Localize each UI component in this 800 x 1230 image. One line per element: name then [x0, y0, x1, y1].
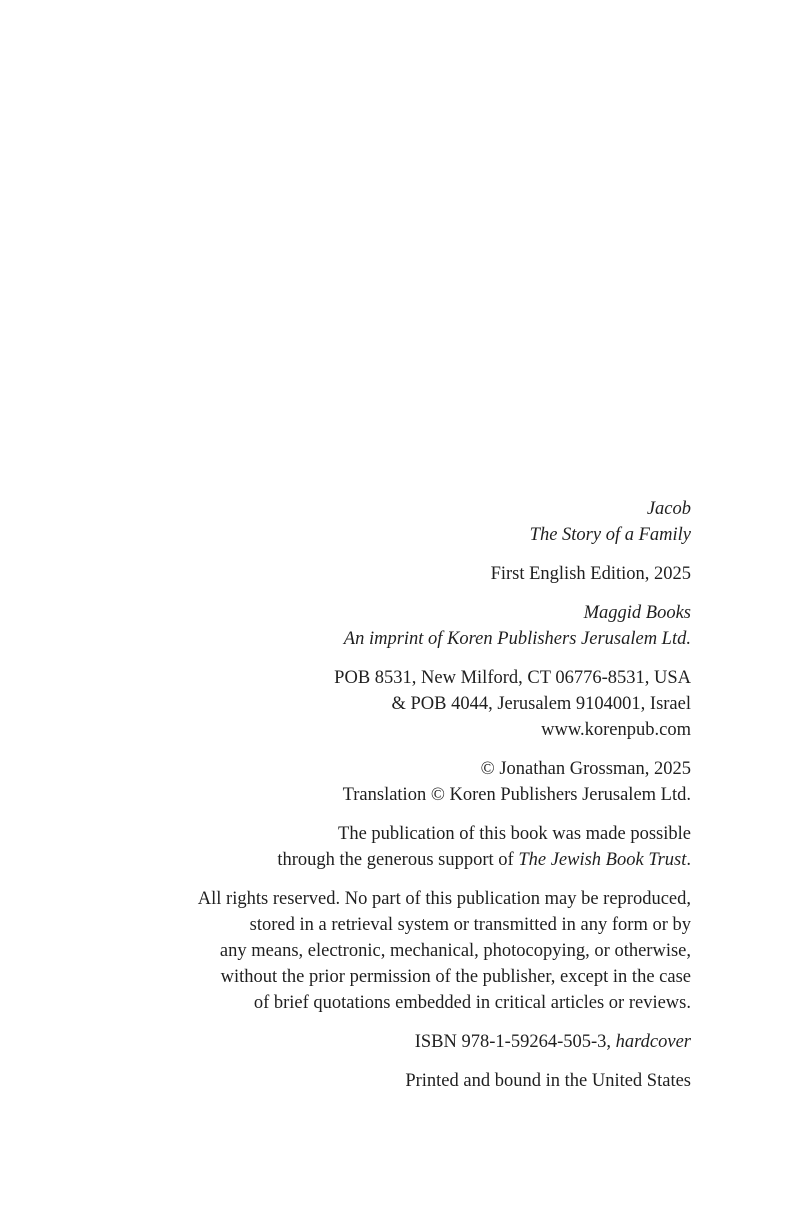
book-subtitle: The Story of a Family [529, 525, 691, 545]
address-line-1: POB 8531, New Milford, CT 06776-8531, USA [334, 668, 691, 688]
rights-block [131, 886, 691, 1016]
rights-line: without the prior permission of the publisher, except in the case [220, 967, 691, 987]
rights-line: All rights reserved. No part of this publication may be reproduced, [197, 889, 691, 909]
support-suffix: . [686, 850, 691, 870]
rights-line: stored in a retrieval system or transmitted in any form or by [249, 915, 691, 935]
publisher-block [131, 600, 691, 652]
copyright-block [131, 756, 691, 808]
rights-line: any means, electronic, mechanical, photocopying, or otherwise, [219, 941, 691, 961]
publisher-website: www.korenpub.com [541, 720, 691, 740]
isbn-number: ISBN 978-1-59264-505-3, [414, 1032, 616, 1052]
address-line-2: & POB 4044, Jerusalem 9104001, Israel [391, 694, 691, 714]
book-title: Jacob [646, 499, 691, 519]
publisher-name: Maggid Books [583, 603, 691, 623]
title-block [131, 496, 691, 548]
rights-line: of brief quotations embedded in critical articles or reviews. [253, 993, 691, 1013]
isbn-format: hardcover [615, 1032, 691, 1052]
copyright-page [131, 496, 691, 1107]
publisher-imprint: An imprint of Koren Publishers Jerusalem Ltd. [343, 629, 691, 649]
support-block [131, 821, 691, 873]
support-line-1: The publication of this book was made possible [338, 824, 691, 844]
printed-text: Printed and bound in the United States [405, 1071, 691, 1091]
support-prefix: through the generous support of [277, 850, 519, 870]
isbn-line [131, 1029, 691, 1055]
copyright-line-1: © Jonathan Grossman, 2025 [480, 759, 691, 779]
printed-block [131, 1068, 691, 1094]
support-line-2 [131, 847, 691, 873]
edition-text: First English Edition, 2025 [490, 564, 691, 584]
edition-block [131, 561, 691, 587]
copyright-line-2: Translation © Koren Publishers Jerusalem Ltd. [342, 785, 691, 805]
address-block [131, 665, 691, 743]
isbn-block [131, 1029, 691, 1055]
support-organization: The Jewish Book Trust [518, 850, 687, 870]
